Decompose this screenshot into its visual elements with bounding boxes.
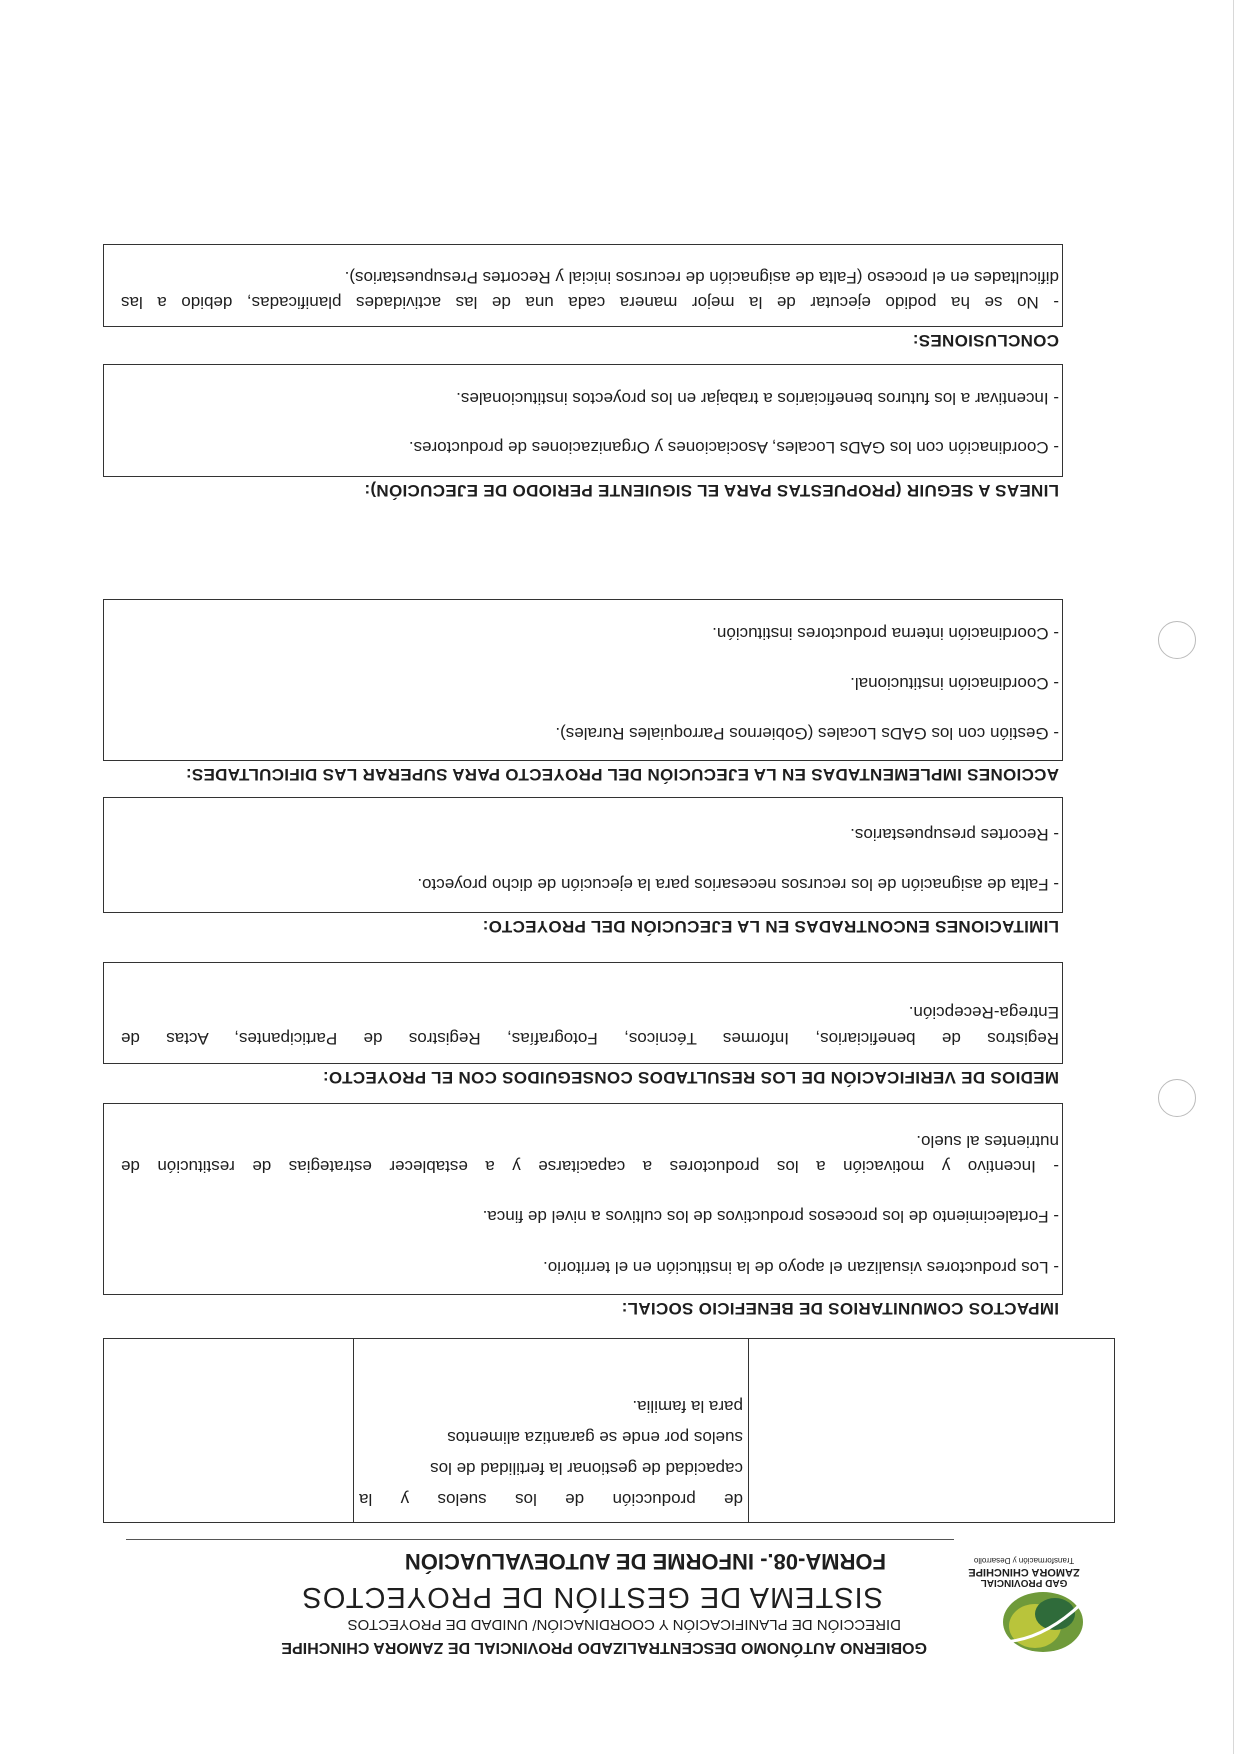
table-divider	[353, 1339, 354, 1523]
table-cell-line: para la familia.	[632, 1397, 743, 1416]
org-name: GOBIERNO AUTÓNOMO DESCENTRALIZADO PROVINCIAL DE ZAMORA CHINCHIPE	[281, 1639, 927, 1656]
gad-logo	[991, 1588, 1095, 1660]
impactos-heading: IMPACTOS COMUNITARIOS DE BENEFICIO SOCIAL:	[621, 1299, 1059, 1318]
limitaciones-heading: LIMITACIONES ENCONTRADAS EN LA EJECUCIÓN DEL PROYECTO:	[482, 917, 1059, 936]
acciones-item: - Coordinación interna productores institución.	[712, 624, 1059, 643]
table-cell-line: de producción de los suelos y la	[359, 1490, 743, 1509]
conclusiones-item: - No se ha podido ejecutar de la mejor manera cada una de las actividades planificadas, debido a las	[121, 293, 1059, 312]
lineas-heading: LINEAS A SEGUIR (PROPUESTAS PARA EL SIGUIENTE PERIODO DE EJECUCIÓN):	[364, 481, 1059, 500]
form-title: FORMA-08.- INFORME DE AUTOEVALUACIÓN	[404, 1549, 886, 1574]
table-cell-line: capacidad de gestionar la fertilidad de los	[430, 1459, 743, 1478]
logo-line-3: Transformación y Desarrollo	[973, 1556, 1075, 1565]
header-divider	[126, 1539, 954, 1540]
acciones-item: - Gestión con los GADs Locales (Gobiernos Parroquiales Rurales).	[555, 724, 1059, 743]
leaf-logo-icon	[991, 1588, 1095, 1660]
impactos-item: - Fortalecimiento de los procesos productivos de los cultivos a nivel de finca.	[482, 1207, 1059, 1226]
limitaciones-item: - Falta de asignación de los recursos necesarios para la ejecución de dicho proyecto.	[417, 875, 1059, 894]
punch-hole-mark	[1158, 1079, 1196, 1117]
system-title: SISTEMA DE GESTIÓN DE PROYECTOS	[301, 1581, 883, 1613]
punch-hole-mark	[1158, 621, 1196, 659]
medios-heading: MEDIOS DE VERIFICACIÓN DE LOS RESULTADOS CONSEGUIDOS CON EL PROYECTO:	[322, 1068, 1059, 1087]
table-cell-text	[359, 1391, 743, 1515]
impactos-item: nutrientes al suelo.	[916, 1132, 1059, 1151]
lineas-item: - Incentivar a los futuros beneficiarios a trabajar en los proyectos institucionales.	[456, 389, 1059, 408]
logo-line-2: ZAMORA CHINCHIPE	[968, 1566, 1080, 1578]
logo-line-1: GAD PROVINCIAL	[980, 1577, 1068, 1588]
acciones-heading: ACCIONES IMPLEMENTADAS EN LA EJECUCIÓN DEL PROYECTO PARA SUPERAR LAS DIFICULTADES:	[185, 765, 1059, 784]
limitaciones-item: - Recortes presupuestarios.	[850, 825, 1059, 844]
lineas-item: - Coordinación con los GADs Locales, Asociaciones y Organizaciones de productores.	[408, 438, 1059, 457]
org-department: DIRECCIÓN DE PLANIFICACIÓN Y COORDINACIÓN/ UNIDAD DE PROYECTOS	[347, 1616, 901, 1633]
impactos-item: - Incentivo y motivación a los productores a capacitarse y a establecer estrategias de restitución de	[121, 1157, 1059, 1176]
medios-item: Registros de beneficiarios, Informes Técnicos, Fotografías, Registros de Participantes, Actas de	[121, 1029, 1059, 1048]
page-edge-line	[1233, 0, 1234, 1754]
acciones-item: - Coordinación institucional.	[850, 674, 1059, 693]
table-cell-line: suelos por ende se garantiza alimentos	[447, 1428, 743, 1447]
conclusiones-item: dificultades en el proceso (Falta de asignación de recursos inicial y Recortes Presupuestarios).	[344, 268, 1059, 287]
table-divider	[748, 1339, 749, 1523]
lineas-box	[103, 364, 1063, 477]
medios-item: Entrega-Recepción.	[908, 1003, 1059, 1022]
conclusiones-heading: CONCLUSIONES:	[912, 331, 1059, 350]
impactos-item: - Los productores visualizan el apoyo de la institución en el territorio.	[543, 1258, 1059, 1277]
